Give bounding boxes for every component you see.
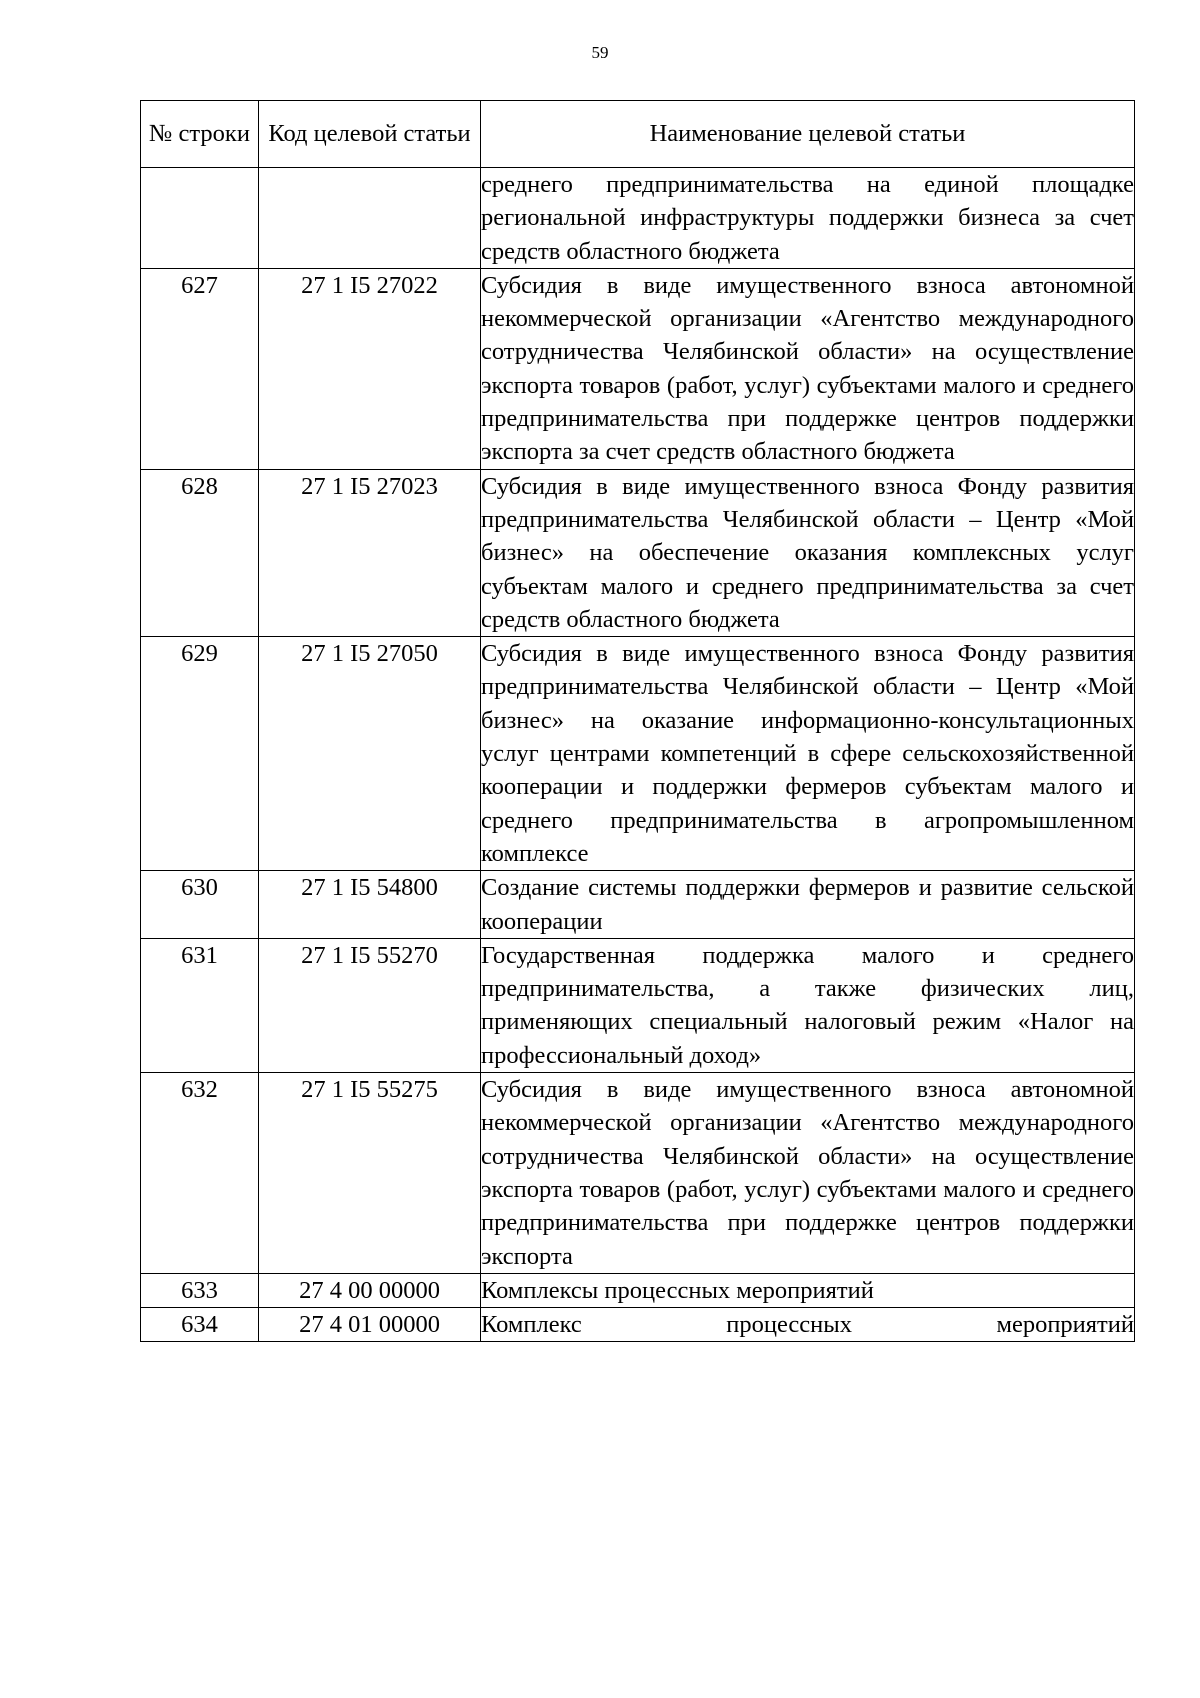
article-name: Субсидия в виде имущественного взноса автономной некоммерческой организации «Агентство международного сотрудничества Челябинской области» на осуществление экспорта товаров (работ, услуг) субъектами малого и среднего предпринимательства при поддержке центров поддержки экспорта за счет средств областного бюджета bbox=[481, 268, 1135, 469]
page-number: 59 bbox=[591, 43, 609, 62]
table-row bbox=[141, 469, 1135, 636]
article-code: 27 1 I5 27023 bbox=[259, 469, 481, 636]
table-row bbox=[141, 1273, 1135, 1307]
table-row bbox=[141, 1073, 1135, 1274]
article-code: 27 4 01 00000 bbox=[259, 1308, 481, 1342]
table-row bbox=[141, 268, 1135, 469]
row-number: 627 bbox=[141, 268, 259, 469]
article-code: 27 4 00 00000 bbox=[259, 1273, 481, 1307]
article-name: Государственная поддержка малого и среднего предпринимательства, а также физических лиц, применяющих специальный налоговый режим «Налог на профессиональный доход» bbox=[481, 938, 1135, 1072]
article-code bbox=[259, 168, 481, 269]
article-name: Субсидия в виде имущественного взноса Фонду развития предпринимательства Челябинской области – Центр «Мой бизнес» на оказание информационно-консультационных услуг центрами компетенций в сфере сельскохозяйственной кооперации и поддержки фермеров субъектам малого и среднего предпринимательства в агропромышленном комплексе bbox=[481, 637, 1135, 871]
row-number: 633 bbox=[141, 1273, 259, 1307]
header-article-code: Код целевой статьи bbox=[259, 101, 481, 168]
article-name: Создание системы поддержки фермеров и развитие сельской кооперации bbox=[481, 871, 1135, 939]
table-row bbox=[141, 168, 1135, 269]
table-row bbox=[141, 1308, 1135, 1342]
article-code: 27 1 I5 27022 bbox=[259, 268, 481, 469]
article-name: Субсидия в виде имущественного взноса Фонду развития предпринимательства Челябинской области – Центр «Мой бизнес» на обеспечение оказания комплексных услуг субъектам малого и среднего предпринимательства за счет средств областного бюджета bbox=[481, 469, 1135, 636]
header-row-number: № строки bbox=[141, 101, 259, 168]
row-number: 632 bbox=[141, 1073, 259, 1274]
article-name: Субсидия в виде имущественного взноса автономной некоммерческой организации «Агентство международного сотрудничества Челябинской области» на осуществление экспорта товаров (работ, услуг) субъектами малого и среднего предпринимательства при поддержке центров поддержки экспорта bbox=[481, 1073, 1135, 1274]
article-code: 27 1 I5 54800 bbox=[259, 871, 481, 939]
table-header-row bbox=[141, 101, 1135, 168]
header-article-name: Наименование целевой статьи bbox=[481, 101, 1135, 168]
table-row bbox=[141, 637, 1135, 871]
row-number: 628 bbox=[141, 469, 259, 636]
row-number: 631 bbox=[141, 938, 259, 1072]
target-articles-table bbox=[140, 100, 1135, 1342]
row-number bbox=[141, 168, 259, 269]
article-name: Комплекс процессных мероприятий bbox=[481, 1308, 1135, 1342]
article-code: 27 1 I5 55275 bbox=[259, 1073, 481, 1274]
article-code: 27 1 I5 27050 bbox=[259, 637, 481, 871]
table-row bbox=[141, 871, 1135, 939]
row-number: 630 bbox=[141, 871, 259, 939]
article-name: среднего предпринимательства на единой площадке региональной инфраструктуры поддержки бизнеса за счет средств областного бюджета bbox=[481, 168, 1135, 269]
row-number: 634 bbox=[141, 1308, 259, 1342]
row-number: 629 bbox=[141, 637, 259, 871]
table-row bbox=[141, 938, 1135, 1072]
article-name: Комплексы процессных мероприятий bbox=[481, 1273, 1135, 1307]
article-code: 27 1 I5 55270 bbox=[259, 938, 481, 1072]
